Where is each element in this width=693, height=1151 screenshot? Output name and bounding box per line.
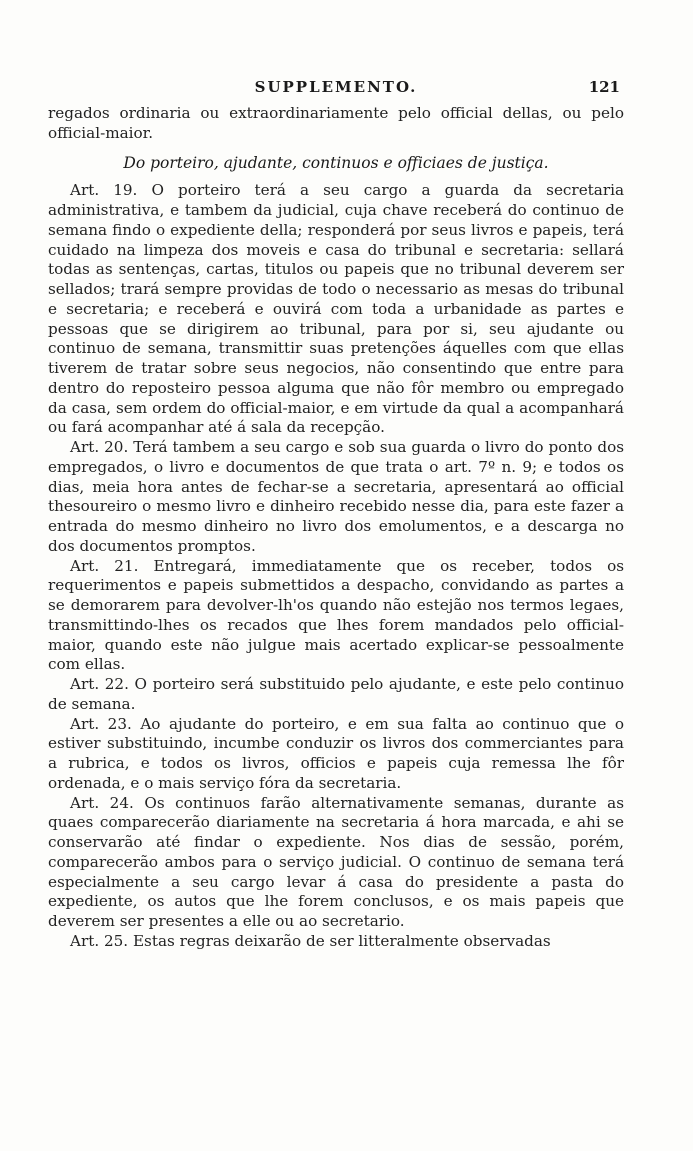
article-label: Art. 23. [70, 714, 132, 733]
article-20 [48, 438, 624, 557]
article-label: Art. 19. [70, 181, 138, 200]
page-header [48, 78, 624, 104]
article-25 [48, 932, 624, 952]
article-23 [48, 715, 624, 794]
article-label: Art. 21. [70, 556, 139, 575]
article-19 [48, 181, 624, 438]
running-head: SUPPLEMENTO. [254, 78, 418, 96]
intro-paragraph: regados ordinaria ou extraordinariamente pelo official dellas, ou pelo official-maior. [48, 104, 624, 142]
article-22 [48, 675, 624, 715]
article-text: Terá tambem a seu cargo e sob sua guarda o livro do ponto dos empregados, o livro e documentos de que trata o art. 7º n. 9; e todos os dias, meia hora antes de fechar-se a secretaria, apresentará ao official thesoureiro o mesmo livro e dinheiro recebido nesse dia, para este fazer a entrada do mesmo dinheiro no livro dos emolumentos, e a descarga no dos documentos promptos. [48, 438, 625, 555]
page-number: 121 [588, 78, 620, 96]
article-label: Art. 24. [70, 793, 134, 812]
article-text: Os continuos farão alternativamente semanas, durante as quaes comparecerão diariamente na secretaria á hora marcada, e ahi se conservarão até findar o expediente. Nos dias de sessão, porém, comparecerão ambos para o serviço judicial. O continuo de semana terá especialmente a seu cargo levar á casa do presidente a pasta do expediente, os autos que lhe forem conclusos, e os mais papeis que deverem ser presentes a elle ou ao secretario. [48, 793, 624, 930]
article-21 [48, 557, 624, 676]
article-label: Art. 25. [70, 931, 129, 950]
article-text: Entregará, immediatamente que os receber, todos os requerimentos e papeis submettidos a despacho, convidando as partes a se demorarem para devolver-lh'os quando não estejão nos termos legaes, transmittindo-lhes os recados que lhes forem mandados pelo official-maior, quando este não julgue mais acertado explicar-se pessoalmente com ellas. [48, 556, 625, 674]
article-text: O porteiro será substituido pelo ajudante, e este pelo continuo de semana. [48, 675, 625, 713]
page-text [48, 78, 624, 952]
section-title: Do porteiro, ajudante, continuos e officiaes de justiça. [123, 153, 549, 172]
article-24 [48, 794, 624, 932]
article-text: Ao ajudante do porteiro, e em sua falta ao continuo que o estiver substituindo, incumbe conduzir os livros dos commerciantes para a rubrica, e todos os livros, officios e papeis cuja remessa lhe fôr ordenada, e o mais serviço fóra da secretaria. [48, 714, 625, 792]
article-text: Estas regras deixarão de ser litteralmente observadas [132, 931, 551, 950]
article-text: O porteiro terá a seu cargo a guarda da secretaria administrativa, e tambem da judicial, cuja chave receberá do continuo de semana findo o expediente della; responderá por seus livros e papeis, terá cuidado na limpeza dos moveis e casa do tribunal e secretaria: sellará todas as sentenças, cartas, titulos ou papeis que no tribunal deverem ser sellados; trará sempre providas de todo o necessario as mesas do tribunal e secretaria; e receberá e ouvirá com toda a urbanidade as partes e pessoas que se dirigirem ao tribunal, para por si, seu ajudante ou continuo de semana, transmittir suas pretenções áquelles com que ellas tiverem de tratar sobre seus negocios, não consentindo que entre para dentro do reposteiro pessoa alguma que não fôr membro ou empregado da casa, sem ordem do official-maior, e em virtude da qual a acompanhará ou fará acompanhar até á sala da recepção. [48, 181, 625, 437]
article-label: Art. 20. [70, 438, 129, 456]
article-label: Art. 22. [70, 675, 129, 693]
